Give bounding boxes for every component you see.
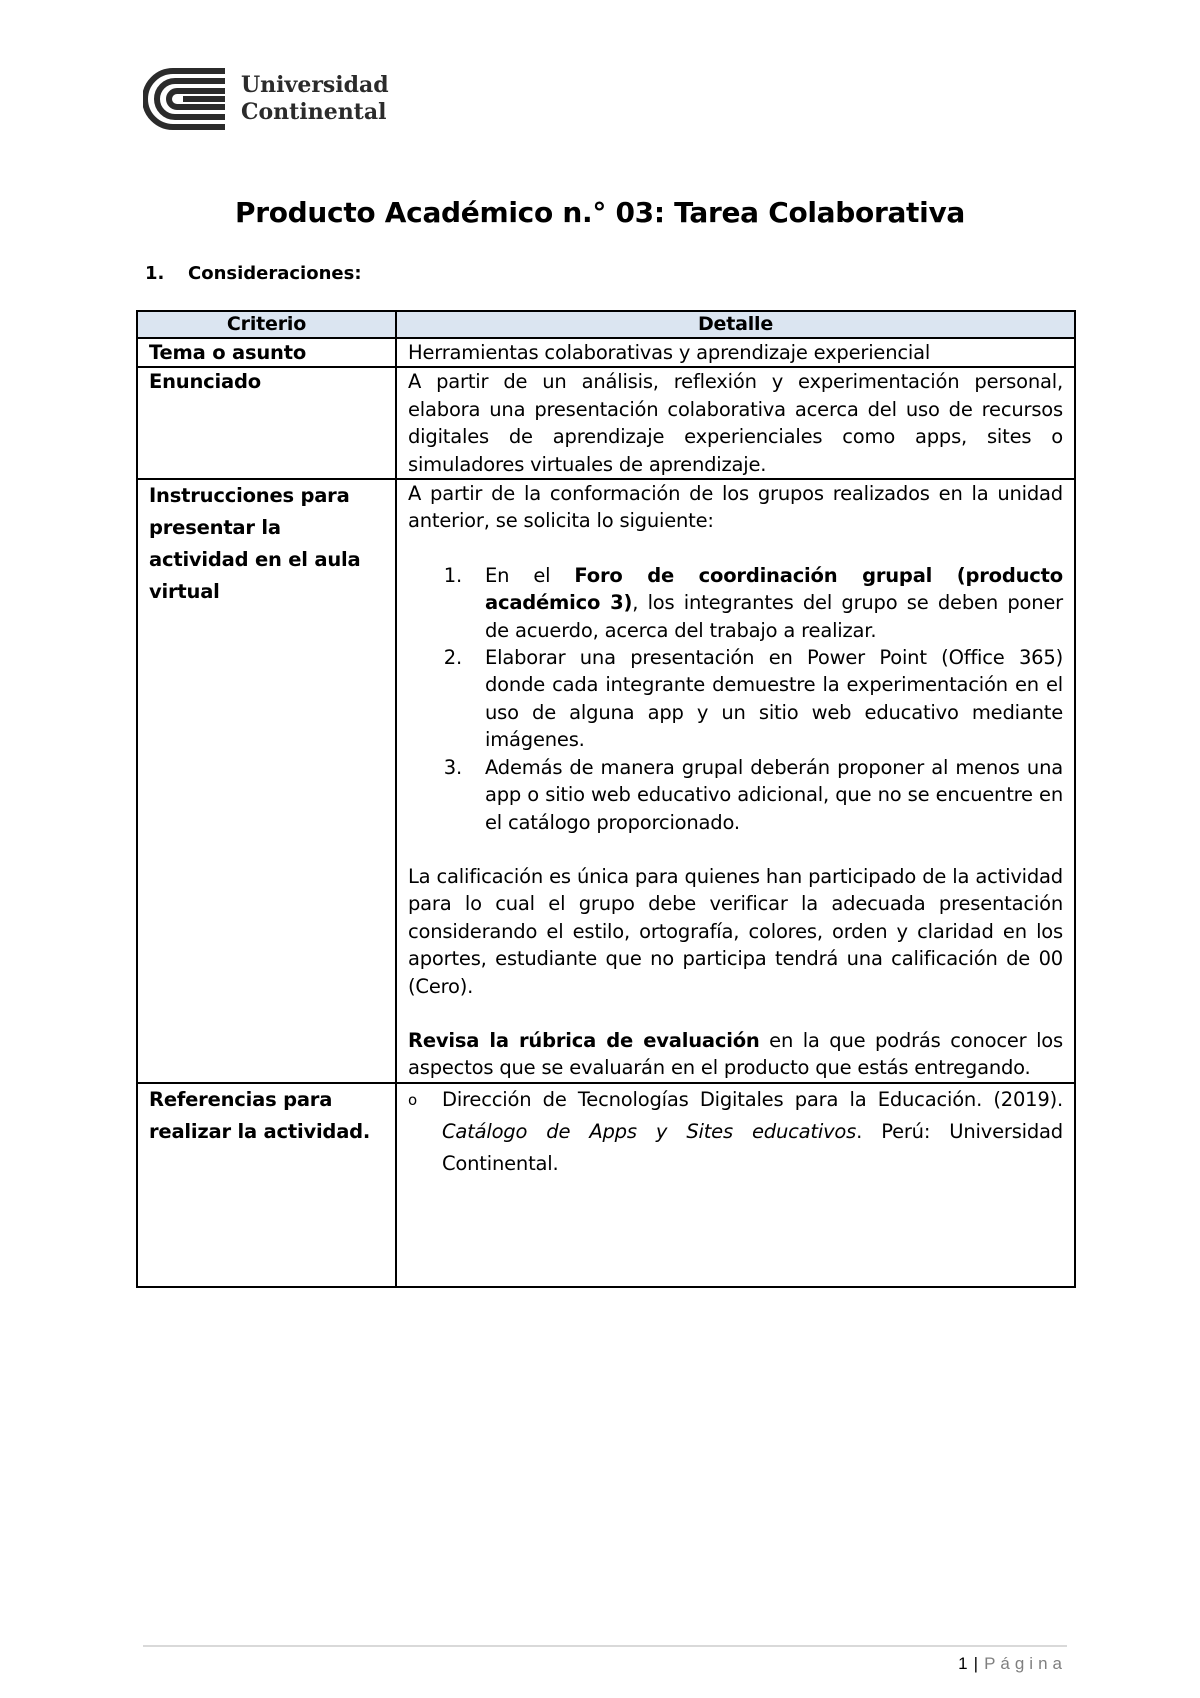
step-text-bold: Foro de coordinación grupal (producto académico 3) (485, 563, 1063, 615)
logo-line-2: Continental (241, 99, 387, 125)
step-number: 3. (443, 755, 462, 779)
rubric-rest: en la que podrás conocer los aspectos que se evaluarán en el producto que estás entregando. (408, 1028, 1063, 1080)
reference-post: . Perú: Universidad Continental. (442, 1119, 1063, 1175)
row-label-tema: Tema o asunto (137, 338, 396, 367)
step-number: 1. (443, 563, 462, 587)
table-row-enunciado (137, 367, 1075, 479)
reference-text (442, 1084, 1063, 1180)
footer-divider (143, 1645, 1067, 1647)
header-criterio: Criterio (137, 311, 396, 338)
step-text: Además de manera grupal deberán proponer al menos una app o sitio web educativo adicional, que no se encuentre en el catálogo proporcionado. (485, 755, 1063, 834)
logo-line-1: Universidad (241, 72, 389, 98)
considerations-table (136, 310, 1076, 1288)
page-label: Página (984, 1654, 1067, 1673)
table-header-row (137, 311, 1075, 338)
logo-wordmark (241, 72, 389, 126)
university-logo (143, 68, 389, 130)
rubric-paragraph (408, 1027, 1063, 1082)
grading-paragraph: La calificación es única para quienes han participado de la actividad para lo cual el grupo debe verificar la adecuada presentación considerando el estilo, ortografía, colores, orden y claridad en los aportes, estudiante que no participa tendrá una calificación de 00 (Cero). (408, 864, 1063, 998)
step-text (485, 562, 1063, 644)
step-text-pre: En el (485, 563, 575, 587)
universidad-continental-logo-icon (143, 68, 227, 130)
reference-item (408, 1084, 1063, 1180)
table-row-referencias (137, 1083, 1075, 1287)
page-number: 1 (958, 1654, 968, 1673)
instructions-steps (408, 562, 1063, 836)
rubric-bold: Revisa la rúbrica de evaluación (408, 1028, 760, 1052)
instructions-intro: A partir de la conformación de los grupos realizados en la unidad anterior, se solicita lo siguiente: (408, 482, 1063, 533)
instruction-step-2 (408, 644, 1063, 754)
header-detalle: Detalle (396, 311, 1075, 338)
row-label-instrucciones: Instrucciones para presentar la actividad en el aula virtual (137, 479, 396, 1083)
section-heading (145, 263, 362, 284)
instruction-step-1 (408, 562, 1063, 644)
row-detail-referencias (396, 1083, 1075, 1287)
reference-pre: Dirección de Tecnologías Digitales para la Educación. (2019). (442, 1087, 1063, 1111)
step-number: 2. (443, 646, 462, 670)
step-text: Elaborar una presentación en Power Point (Office 365) donde cada integrante demuestre la experimentación en el uso de alguna app y un sitio web educativo mediante imágenes. (485, 646, 1063, 752)
instruction-step-3 (408, 754, 1063, 836)
reference-bullet: o (408, 1090, 417, 1109)
footer-separator: | (973, 1654, 979, 1673)
section-number: 1. (145, 263, 165, 284)
document-title: Producto Académico n.° 03: Tarea Colaborativa (234, 196, 965, 229)
reference-italic-title: Catálogo de Apps y Sites educativos (442, 1119, 857, 1143)
table-row-instrucciones (137, 479, 1075, 1083)
row-label-enunciado: Enunciado (137, 367, 396, 479)
page-footer (958, 1654, 1067, 1674)
step-text-post: , los integrantes del grupo se deben poner de acuerdo, acerca del trabajo a realizar. (485, 591, 1063, 642)
row-label-referencias: Referencias para realizar la actividad. (137, 1083, 396, 1287)
row-detail-enunciado: A partir de un análisis, reflexión y experimentación personal, elabora una presentación colaborativa acerca del uso de recursos digitales de aprendizaje experienciales como apps, sites o simuladores virtuales de aprendizaje. (396, 367, 1075, 479)
row-detail-tema: Herramientas colaborativas y aprendizaje experiencial (396, 338, 1075, 367)
section-title: Consideraciones: (188, 263, 362, 284)
row-detail-instrucciones (396, 479, 1075, 1083)
table-row-tema (137, 338, 1075, 367)
